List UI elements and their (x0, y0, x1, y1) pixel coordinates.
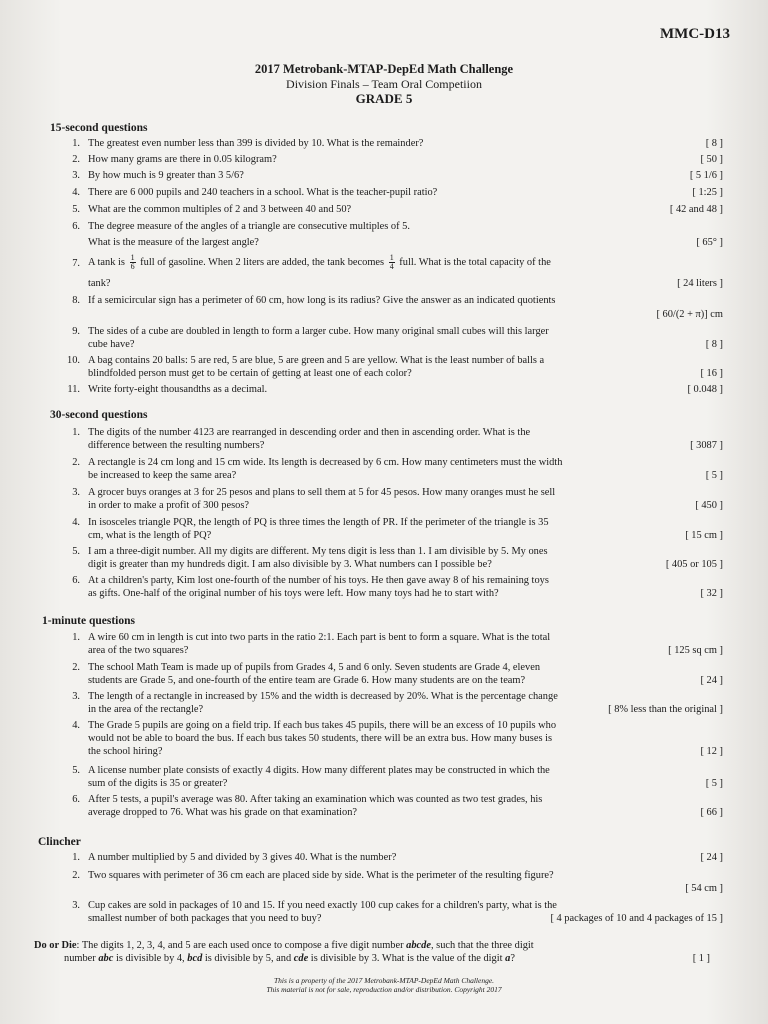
do-or-die-text: is divisible by 3. What is the value of the digit (308, 953, 506, 964)
variable-abc: abc (98, 953, 114, 964)
question-clincher-3 (58, 899, 723, 927)
question-number: 3. (72, 487, 80, 498)
question-1m-3 (58, 690, 723, 718)
question-text-line-2: digit is greater than my hundreds digit. I am also divisible by 3. What numbers can I possible be? (88, 559, 492, 570)
question-answer: [ 32 ] (700, 588, 723, 599)
question-text-line-3: the school hiring? (88, 746, 163, 757)
question-answer: [ 3087 ] (690, 440, 723, 451)
contest-title: 2017 Metrobank-MTAP-DepEd Math Challenge (254, 62, 514, 76)
question-text: What are the common multiples of 2 and 3 between 40 and 50? (88, 204, 352, 215)
question-text-line-1: Cup cakes are sold in packages of 10 and 15. If you need exactly 100 cup cakes for a children's party, what is the (88, 900, 557, 911)
fraction-one-fourth (389, 254, 395, 271)
contest-subtitle: Division Finals – Team Oral Competiion (286, 77, 482, 91)
do-or-die-text: is divisible by 5, and (202, 953, 294, 964)
document-code: MMC-D13 (660, 26, 730, 42)
question-30-3 (58, 486, 723, 514)
fraction-denominator: 4 (389, 262, 394, 271)
question-text-line-2: be increased to keep the same area? (88, 470, 237, 481)
variable-bcd: bcd (187, 953, 203, 964)
question-text-line-2: smallest number of both packages that you need to buy? (88, 913, 322, 924)
question-answer: [ 24 ] (700, 675, 723, 686)
question-number: 1. (72, 427, 80, 438)
grade-label: GRADE 5 (355, 91, 413, 106)
question-text-part: full. What is the total capacity of the (399, 256, 551, 268)
question-answer: [ 15 cm ] (685, 530, 723, 541)
question-1m-4 (58, 719, 723, 761)
question-text-line-2: would not be able to board the bus. If each bus takes 50 students, there will be an extra bus. How many buses is (88, 733, 553, 744)
question-answer: [ 54 cm ] (685, 883, 723, 894)
question-answer: [ 16 ] (700, 368, 723, 379)
question-text-line-1: A grocer buys oranges at 3 for 25 pesos and plans to sell them at 5 for 45 pesos. How many oranges must he sell (88, 487, 556, 498)
question-text-line-2: in the area of the rectangle? (88, 704, 204, 715)
do-or-die-text: , such that the three digit (430, 940, 534, 951)
do-or-die-label: Do or Die (34, 940, 77, 951)
question-text-line-2: area of the two squares? (88, 645, 189, 656)
question-text: Write forty-eight thousandths as a decimal. (88, 384, 268, 395)
question-1m-2 (58, 661, 723, 689)
question-text-line-1: A rectangle is 24 cm long and 15 cm wide. Its length is decreased by 6 cm. How many centimeters must the width (88, 457, 563, 468)
question-answer: [ 42 and 48 ] (669, 204, 723, 215)
question-number: 1. (72, 632, 80, 643)
question-text-line-2: tank? (88, 278, 111, 289)
question-answer: [ 8 ] (705, 339, 723, 350)
question-1m-6 (58, 793, 723, 821)
fraction-denominator: 6 (130, 262, 135, 271)
question-text: There are 6 000 pupils and 240 teachers in a school. What is the teacher-pupil ratio? (88, 187, 438, 198)
question-text-part: A tank is (88, 256, 125, 268)
do-or-die-text: : The digits 1, 2, 3, 4, and 5 are each used once to compose a five digit number (76, 940, 407, 951)
question-answer: [ 8 ] (705, 138, 723, 149)
footer-line-2: This material is not for sale, reproduction and/or distribution. Copyright 2017 (266, 985, 502, 994)
question-answer: [ 405 or 105 ] (665, 559, 723, 570)
question-number: 4. (72, 517, 80, 528)
question-number: 5. (72, 765, 80, 776)
question-text-line-1: The digits of the number 4123 are rearranged in descending order and then in ascending order. What is the (88, 427, 531, 438)
question-text-line-2: average dropped to 76. What was his grade on that examination? (88, 807, 358, 818)
question-text-line-1: The length of a rectangle in increased by 15% and the width is decreased by 20%. What is the percentage change (88, 691, 558, 702)
question-answer: [ 60/(2 + π)] cm (656, 309, 723, 320)
question-answer: [ 5 1/6 ] (689, 170, 723, 181)
question-text-line-2: difference between the resulting numbers? (88, 440, 265, 451)
question-text-line-2: students are Grade 5, and one-fourth of the entire team are Grade 6. How many students are on the team? (88, 675, 526, 686)
question-number: 3. (72, 691, 80, 702)
question-15-6 (58, 220, 723, 250)
question-text-line-1: If a semicircular sign has a perimeter of 60 cm, how long is its radius? Give the answer as an indicated quotients (88, 295, 556, 306)
question-answer: [ 5 ] (705, 778, 723, 789)
question-answer: [ 24 ] (700, 852, 723, 863)
question-answer: [ 5 ] (705, 470, 723, 481)
question-30-1 (58, 426, 723, 454)
question-number: 8. (72, 295, 80, 306)
section-30-second: 30-second questions (50, 409, 148, 421)
question-number: 11. (67, 384, 80, 395)
question-answer: [ 1:25 ] (692, 187, 723, 198)
do-or-die-line-1 (34, 939, 534, 952)
question-number: 5. (72, 546, 80, 557)
question-text-line-1: The school Math Team is made up of pupils from Grades 4, 5 and 6 only. Seven students are Grade 4, eleven (88, 662, 541, 673)
do-or-die-text: is divisible by 4, (113, 953, 188, 964)
question-text: By how much is 9 greater than 3 5/6? (88, 170, 244, 181)
do-or-die-question (34, 939, 724, 967)
question-number: 3. (72, 900, 80, 911)
question-answer: [ 66 ] (700, 807, 723, 818)
question-answer: [ 50 ] (700, 154, 723, 165)
question-30-2 (58, 456, 723, 484)
question-text-line-1: A bag contains 20 balls: 5 are red, 5 are blue, 5 are green and 5 are yellow. What is the least number of balls a (88, 355, 545, 366)
question-text-line-1: At a children's party, Kim lost one-fourth of the number of his toys. He then gave away 8 of his remaining toys (88, 575, 549, 586)
question-number: 6. (72, 221, 80, 232)
question-answer: [ 65° ] (696, 237, 723, 248)
variable-abcde: abcde (406, 940, 431, 951)
question-15-10 (58, 354, 723, 382)
document-header (0, 62, 768, 106)
question-text-line-1: The Grade 5 pupils are going on a field trip. If each bus takes 45 pupils, there will be an excess of 10 pupils who (88, 720, 557, 731)
question-text: How many grams are there in 0.05 kilogram? (88, 154, 277, 165)
question-number: 6. (72, 575, 80, 586)
question-1m-1 (58, 631, 723, 659)
question-30-4 (58, 516, 723, 544)
question-text-line-2: cube have? (88, 339, 135, 350)
question-text-line-2: sum of the digits is 35 or greater? (88, 778, 228, 789)
copyright-footer (0, 976, 768, 994)
footer-line-1: This is a property of the 2017 Metrobank-MTAP-DepEd Math Challenge. (273, 976, 495, 985)
question-answer: [ 450 ] (695, 500, 723, 511)
question-answer: [ 8% less than the original ] (608, 704, 723, 715)
question-number: 2. (72, 662, 80, 673)
question-clincher-2 (58, 869, 723, 897)
question-text-line-2: in order to make a profit of 300 pesos? (88, 500, 250, 511)
do-or-die-line-2 (64, 952, 515, 965)
question-15-8 (58, 294, 723, 322)
section-clincher: Clincher (38, 836, 81, 848)
question-number: 3. (72, 170, 80, 181)
question-15-7 (58, 254, 723, 290)
question-answer: [ 4 packages of 10 and 4 packages of 15 ] (550, 913, 723, 924)
do-or-die-text: number (64, 953, 99, 964)
question-answer: [ 24 liters ] (677, 278, 723, 289)
question-answer: [ 1 ] (692, 953, 710, 964)
question-number: 2. (72, 870, 80, 881)
question-text-line-1: The sides of a cube are doubled in length to form a larger cube. How many original small cubes will this larger (88, 326, 549, 337)
fraction-one-sixth (130, 254, 136, 271)
question-30-5 (58, 545, 723, 573)
question-text-part: full of gasoline. When 2 liters are added, the tank becomes (140, 256, 385, 268)
section-15-second: 15-second questions (50, 122, 148, 134)
section-1-minute: 1-minute questions (42, 615, 135, 627)
question-number: 10. (67, 355, 80, 366)
question-text-line-2: as gifts. One-half of the original number of his toys were left. How many toys had he to start with? (88, 588, 499, 599)
question-text-line-2: blindfolded person must get to be certain of getting at least one of each color? (88, 368, 412, 379)
question-answer: [ 12 ] (700, 746, 723, 757)
question-text-line-1: A wire 60 cm in length is cut into two parts in the ratio 2:1. Each part is bent to form a square. What is the total (88, 632, 551, 643)
question-number: 2. (72, 457, 80, 468)
question-text-line-1: In isosceles triangle PQR, the length of PQ is three times the length of PR. If the perimeter of the triangle is 35 (88, 517, 549, 528)
question-15-9 (58, 325, 723, 353)
question-text-line-1: I am a three-digit number. All my digits are different. My tens digit is less than 1. I am divisible by 5. My ones (88, 546, 548, 557)
question-number: 1. (72, 138, 80, 149)
variable-cde: cde (293, 953, 309, 964)
question-number: 4. (72, 187, 80, 198)
question-text: The greatest even number less than 399 is divided by 10. What is the remainder? (88, 138, 424, 149)
question-answer: [ 0.048 ] (687, 384, 723, 395)
question-30-6 (58, 574, 723, 602)
question-number: 7. (72, 258, 80, 269)
question-text-line-1: A license number plate consists of exactly 4 digits. How many different plates may be constructed in which the (88, 765, 550, 776)
variable-a: a (505, 953, 511, 964)
question-text-line-2: What is the measure of the largest angle? (88, 237, 259, 248)
question-text-line-1: Two squares with perimeter of 36 cm each are placed side by side. What is the perimeter of the resulting figure? (88, 870, 554, 881)
question-number: 1. (72, 852, 80, 863)
question-text-line-1: The degree measure of the angles of a triangle are consecutive multiples of 5. (88, 221, 410, 232)
question-number: 9. (72, 326, 80, 337)
question-text: A number multiplied by 5 and divided by 3 gives 40. What is the number? (88, 852, 397, 863)
question-number: 4. (72, 720, 80, 731)
question-text-line-1 (88, 254, 551, 271)
question-number: 5. (72, 204, 80, 215)
question-text-line-1: After 5 tests, a pupil's average was 80. After taking an examination which was counted as two test grades, his (88, 794, 543, 805)
fraction-numerator: 1 (389, 253, 394, 262)
do-or-die-text: ? (510, 953, 515, 964)
question-answer: [ 125 sq cm ] (668, 645, 723, 656)
question-number: 6. (72, 794, 80, 805)
question-number: 2. (72, 154, 80, 165)
question-text-line-2: cm, what is the length of PQ? (88, 530, 212, 541)
question-1m-5 (58, 764, 723, 792)
fraction-numerator: 1 (130, 253, 135, 262)
